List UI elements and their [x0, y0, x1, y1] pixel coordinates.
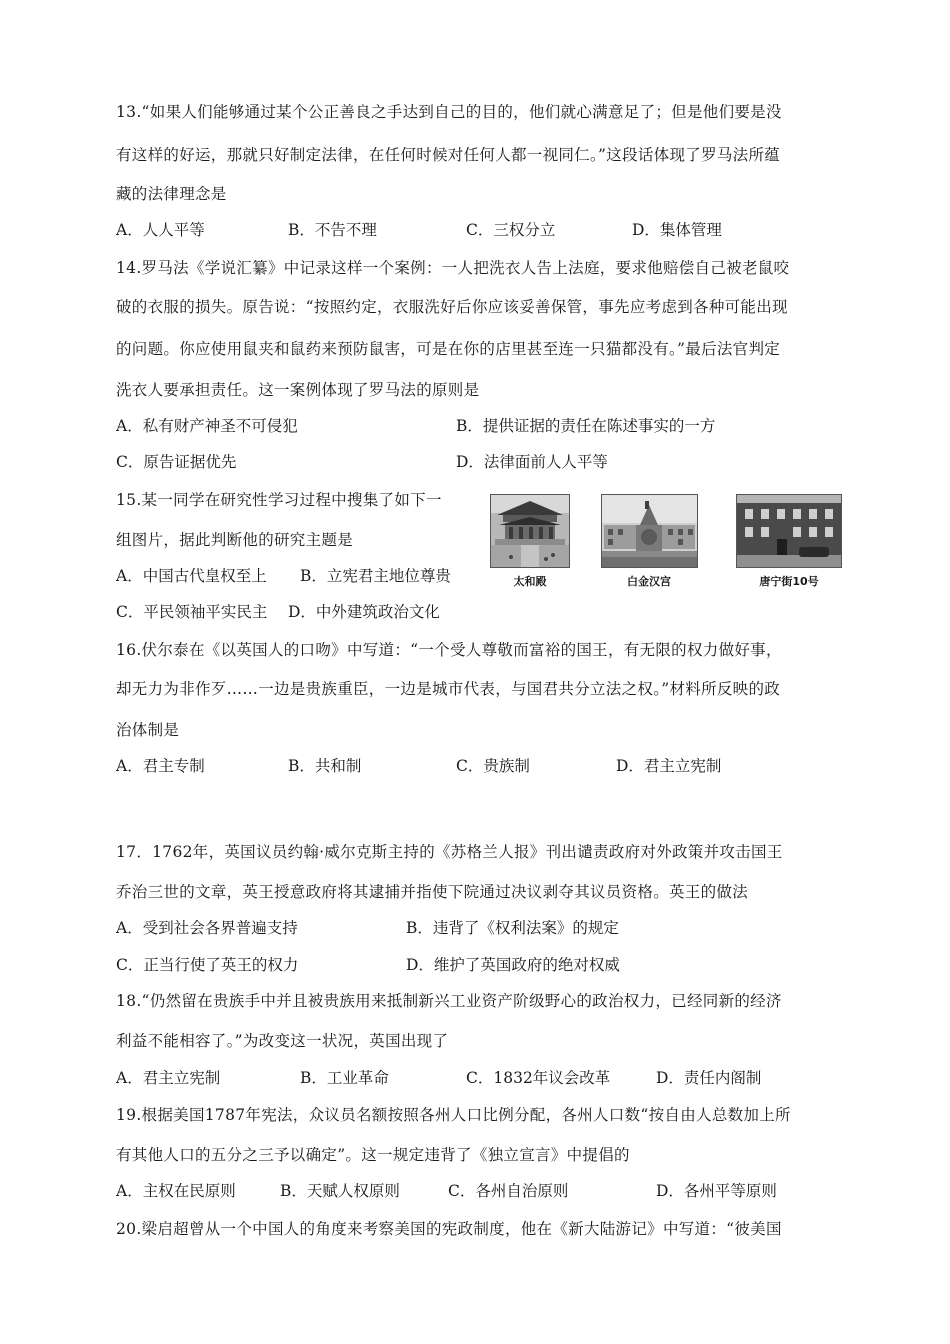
q16-line-3: 治体制是	[116, 721, 180, 739]
q18-line-2: 利益不能相容了。”为改变这一状况，英国出现了	[116, 1032, 449, 1050]
q13-line-3: 藏的法律理念是	[116, 185, 227, 203]
q16-option-b: B．共和制	[288, 757, 362, 775]
q16-line-2: 却无力为非作歹……一边是贵族重臣，一边是城市代表，与国君共分立法之权。”材料所反映的政	[116, 680, 781, 698]
taihe-hall-image	[491, 495, 569, 567]
q13-option-b: B．不告不理	[288, 221, 377, 239]
taihe-hall-photo	[490, 494, 570, 568]
q14-line-4: 洗衣人要承担责任。这一案例体现了罗马法的原则是	[116, 381, 480, 399]
q18-option-a: A．君主立宪制	[116, 1069, 221, 1087]
q14-option-b: B．提供证据的责任在陈述事实的一方	[456, 417, 716, 435]
q19-line-2: 有其他人口的五分之三予以确定”。这一规定违背了《独立宣言》中提倡的	[116, 1146, 630, 1164]
q17-line-2: 乔治三世的文章，英王授意政府将其逮捕并指使下院通过决议剥夺其议员资格。英王的做法	[116, 883, 749, 901]
q20-line-1: 20.梁启超曾从一个中国人的角度来考察美国的宪政制度，他在《新大陆游记》中写道：“彼美国	[116, 1220, 782, 1238]
q13-option-d: D．集体管理	[632, 221, 722, 239]
q17-option-b: B．违背了《权利法案》的规定	[406, 919, 619, 937]
q18-line-1: 18.“仍然留在贵族手中并且被贵族用来抵制新兴工业资产阶级野心的政治权力，已经同新的经济	[116, 992, 782, 1010]
q15-line-2: 组图片，据此判断他的研究主题是	[116, 531, 354, 549]
buckingham-palace-photo	[601, 494, 698, 568]
q13-line-1: 13.“如果人们能够通过某个公正善良之手达到自己的目的，他们就心满意足了；但是他们要是没	[116, 103, 782, 121]
q15-option-b: B．立宪君主地位尊贵	[300, 567, 451, 585]
q19-option-a: A．主权在民原则	[116, 1182, 236, 1200]
q15-option-c: C．平民领袖平实民主	[116, 603, 268, 621]
q18-option-c: C．1832年议会改革	[466, 1069, 611, 1087]
q17-option-a: A．受到社会各界普遍支持	[116, 919, 298, 937]
q15-option-d: D．中外建筑政治文化	[288, 603, 440, 621]
q16-option-a: A．君主专制	[116, 757, 205, 775]
q16-line-1: 16.伏尔泰在《以英国人的口吻》中写道：“一个受人尊敬而富裕的国王，有无限的权力做好事，	[116, 641, 782, 659]
buckingham-palace-caption: 白金汉宫	[627, 575, 671, 588]
q16-option-d: D．君主立宪制	[616, 757, 722, 775]
q14-line-1: 14.罗马法《学说汇纂》中记录这样一个案例：一人把洗衣人告上法庭，要求他赔偿自己被老鼠咬	[116, 259, 790, 277]
q19-line-1: 19.根据美国1787年宪法，众议员名额按照各州人口比例分配，各州人口数“按自由人总数加上所	[116, 1106, 791, 1124]
q16-option-c: C．贵族制	[456, 757, 530, 775]
q14-line-2: 破的衣服的损失。原告说：“按照约定，衣服洗好后你应该妥善保管，事先应考虑到各种可能出现	[116, 298, 788, 316]
q13-option-a: A．人人平等	[116, 221, 205, 239]
taihe-hall-caption: 太和殿	[513, 575, 547, 588]
q14-option-a: A．私有财产神圣不可侵犯	[116, 417, 298, 435]
q18-option-d: D．责任内阁制	[656, 1069, 762, 1087]
q19-option-b: B．天赋人权原则	[280, 1182, 400, 1200]
q17-line-1: 17．1762年，英国议员约翰·威尔克斯主持的《苏格兰人报》刊出谴责政府对外政策并攻击国王	[116, 843, 783, 861]
downing-street-photo	[736, 494, 842, 568]
q14-line-3: 的问题。你应使用鼠夹和鼠药来预防鼠害，可是在你的店里甚至连一只猫都没有。”最后法官判定	[116, 340, 781, 358]
downing-street-caption: 唐宁街10号	[759, 575, 819, 588]
q13-line-2: 有这样的好运，那就只好制定法律，在任何时候对任何人都一视同仁。”这段话体现了罗马法所蕴	[116, 146, 781, 164]
q14-option-d: D．法律面前人人平等	[456, 453, 608, 471]
q13-option-c: C．三权分立	[466, 221, 556, 239]
downing-street-image	[737, 495, 841, 567]
q14-option-c: C．原告证据优先	[116, 453, 237, 471]
buckingham-palace-image	[602, 495, 697, 567]
q18-option-b: B．工业革命	[300, 1069, 389, 1087]
q19-option-c: C．各州自治原则	[448, 1182, 569, 1200]
q15-option-a: A．中国古代皇权至上	[116, 567, 267, 585]
q17-option-d: D．维护了英国政府的绝对权威	[406, 956, 620, 974]
q15-line-1: 15.某一同学在研究性学习过程中搜集了如下一	[116, 491, 442, 509]
q19-option-d: D．各州平等原则	[656, 1182, 777, 1200]
q17-option-c: C．正当行使了英王的权力	[116, 956, 299, 974]
